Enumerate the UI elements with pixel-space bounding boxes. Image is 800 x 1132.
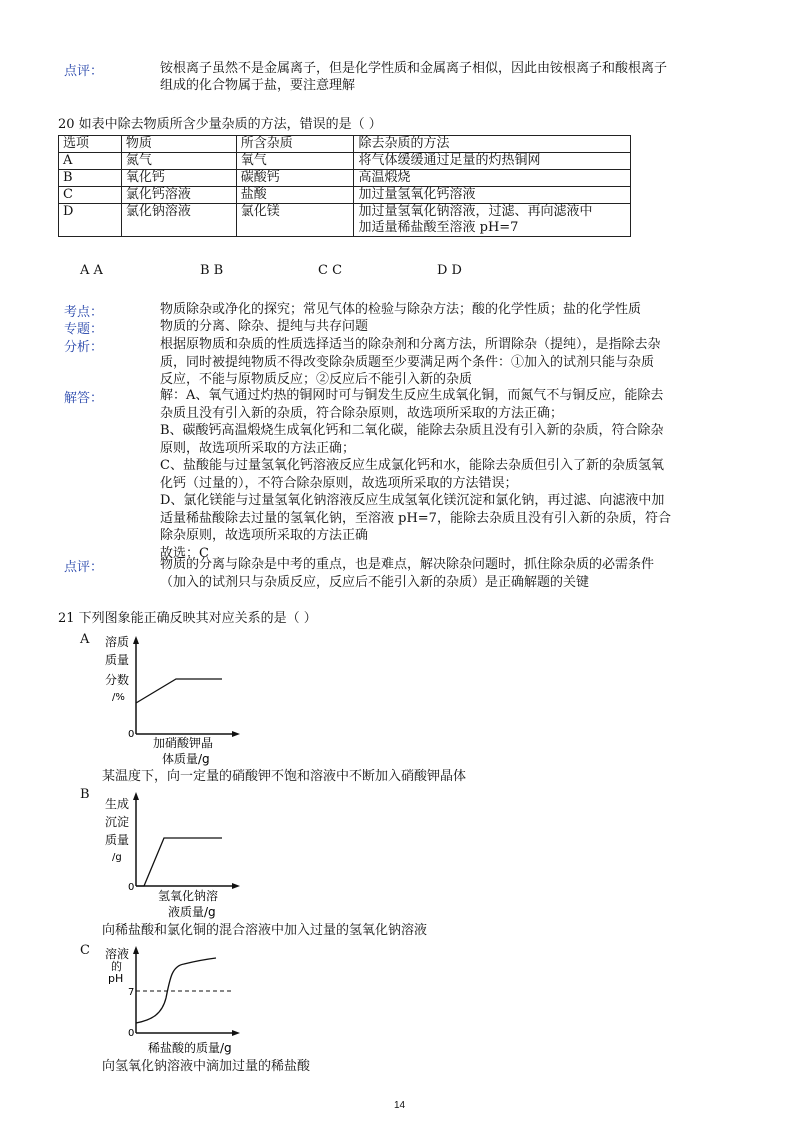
- q20-stem: 20 如表中除去物质所含少量杂质的方法，错误的是（ ）: [58, 117, 382, 132]
- y-label-line: 分数: [105, 673, 130, 687]
- table-cell: 碳酸钙: [236, 170, 354, 187]
- x-label-line: 加硝酸钾晶: [153, 736, 214, 750]
- x-label-line: 稀盐酸的质量/g: [148, 1041, 232, 1055]
- zhuanti-text: 物质的分离、除杂、提纯与共存问题: [160, 319, 369, 334]
- table-cell: 加过量氢氧化钙溶液: [354, 187, 631, 204]
- x-axis-arrow-icon: [232, 1030, 240, 1036]
- ref-value-label: 7: [128, 987, 135, 998]
- kaodian-label: 考点：: [64, 305, 104, 320]
- table-header-row: [59, 136, 631, 153]
- x-axis-arrow-icon: [232, 883, 240, 889]
- table-cell: 氯化镁: [236, 204, 354, 237]
- dianping-line: （加入的试剂只与杂质反应，反应后不能引入新的杂质）是正确解题的关键: [160, 574, 590, 590]
- jieda-line: 化钙（过量的），不符合除杂原则，故选项所采取的方法错误；: [160, 475, 518, 491]
- table-header-cell: 选项: [59, 136, 122, 153]
- q20-option-d: D D: [437, 263, 462, 278]
- y-label-line: 质量: [105, 653, 130, 667]
- x-label-line: 液质量/g: [168, 905, 216, 919]
- y-label-line: 沉淀: [105, 815, 130, 829]
- origin-label: 0: [128, 1028, 135, 1039]
- jieda-line: 适量稀盐酸除去过量的氢氧化钠，至溶液 pH=7，能除去杂质且没有引入新的杂质，符合: [160, 510, 671, 526]
- origin-label: 0: [128, 729, 135, 740]
- page-number: 14: [394, 1100, 406, 1111]
- graph-a-caption: 某温度下，向一定量的硝酸钾不饱和溶液中不断加入硝酸钾晶体: [102, 769, 467, 784]
- jieda-line: B、碳酸钙高温煅烧生成氧化钙和二氧化碳，能除去杂质且没有引入新的杂质，符合除杂: [160, 423, 664, 438]
- graph-c-caption: 向氢氧化钠溶液中滴加过量的稀盐酸: [102, 1059, 311, 1074]
- graph-c-letter: C: [80, 943, 90, 958]
- graph-c: [100, 944, 260, 1058]
- curve-b: [136, 838, 222, 886]
- y-axis-arrow-icon: [133, 636, 139, 644]
- jieda-line: 除杂原则，故选项所采取的方法正确: [160, 528, 369, 543]
- table-row: [59, 170, 631, 187]
- y-axis-arrow-icon: [133, 946, 139, 954]
- y-label-line: 质量: [105, 833, 130, 847]
- y-label-line: /g: [112, 852, 122, 863]
- y-label-line: 溶质: [105, 635, 130, 649]
- table-cell: 氯化钙溶液: [121, 187, 236, 204]
- q20-option-a: A A: [80, 263, 103, 278]
- y-label-line: 溶液: [105, 947, 130, 961]
- y-label-line: pH: [108, 972, 124, 985]
- x-axis-arrow-icon: [232, 731, 240, 737]
- q21-stem: 21 下列图象能正确反映其对应关系的是（ ）: [58, 611, 317, 626]
- table-cell-line: 加过量氢氧化钠溶液，过滤、再向滤液中: [358, 204, 593, 219]
- dianping-label: 点评：: [64, 560, 104, 575]
- jieda-line: 故选：C: [160, 545, 209, 561]
- table-cell: [354, 204, 631, 237]
- y-label-line: 生成: [105, 797, 130, 811]
- jieda-line: 原则，故选项所采取的方法正确；: [160, 440, 356, 456]
- graph-a: [100, 634, 260, 766]
- graph-b-caption: 向稀盐酸和氯化铜的混合溶液中加入过量的氢氧化钠溶液: [102, 923, 428, 938]
- origin-label: 0: [128, 882, 135, 893]
- jieda-line: 杂质且没有引入新的杂质，符合除杂原则，故选项所采取的方法正确；: [160, 405, 564, 421]
- jieda-line: C、盐酸能与过量氢氧化钙溶液反应生成氯化钙和水，能除去杂质但引入了新的杂质氢氧: [160, 458, 664, 473]
- table-header-cell: 所含杂质: [236, 136, 354, 153]
- table-cell: A: [59, 153, 122, 170]
- table-header-cell: 除去杂质的方法: [354, 136, 631, 153]
- graph-b-letter: B: [80, 787, 90, 802]
- table-cell: D: [59, 204, 122, 237]
- comment-line-1: 铵根离子虽然不是金属离子，但是化学性质和金属离子相似，因此由铵根离子和酸根离子: [160, 61, 668, 76]
- fenxi-line: 反应，不能与原物质反应；②反应后不能引入新的杂质: [160, 372, 473, 387]
- table-cell: 盐酸: [236, 187, 354, 204]
- fenxi-line: 质，同时被提纯物质不得改变除杂质题至少要满足两个条件：①加入的试剂只能与杂质: [160, 354, 655, 370]
- table-cell: 氮气: [121, 153, 236, 170]
- curve-a: [136, 679, 222, 703]
- table-cell: C: [59, 187, 122, 204]
- graph-b: [100, 790, 260, 920]
- table-cell: 氧气: [236, 153, 354, 170]
- y-label-line: 的: [111, 960, 122, 973]
- table-cell: B: [59, 170, 122, 187]
- q20-option-b: B B: [200, 263, 224, 278]
- jieda-label: 解答：: [64, 391, 104, 406]
- x-label-line: 体质量/g: [162, 752, 210, 766]
- table-cell: 氯化钠溶液: [121, 204, 236, 237]
- dianping-line: 物质的分离与除杂是中考的重点，也是难点，解决除杂问题时，抓住除杂质的必需条件: [160, 557, 655, 572]
- dianping-text: [160, 556, 654, 591]
- kaodian-text: 物质除杂或净化的探究；常见气体的检验与除杂方法；酸的化学性质；盐的化学性质: [160, 302, 642, 317]
- curve-c: [136, 958, 216, 1023]
- jieda-text: [160, 387, 671, 562]
- graph-a-letter: A: [80, 632, 90, 647]
- table-cell: 将气体缓缓通过足量的灼热铜网: [354, 153, 631, 170]
- y-label-line: /%: [112, 692, 125, 703]
- comment-line-2: 组成的化合物属于盐，要注意理解: [160, 78, 356, 93]
- table-cell-line: 加适量稀盐酸至溶液 pH=7: [358, 220, 519, 235]
- table-row: [59, 187, 631, 204]
- comment-label: 点评：: [64, 64, 104, 79]
- q20-option-c: C C: [318, 263, 343, 278]
- fenxi-line: 根据原物质和杂质的性质选择适当的除杂剂和分离方法，所谓除杂（提纯），是指除去杂: [160, 337, 661, 352]
- jieda-line: 解：A、氧气通过灼热的铜网时可与铜发生反应生成氧化铜，而氮气不与铜反应，能除去: [160, 388, 664, 403]
- table-row: [59, 153, 631, 170]
- q20-table: [58, 135, 631, 237]
- y-axis-arrow-icon: [133, 792, 139, 800]
- zhuanti-label: 专题：: [64, 322, 104, 337]
- table-cell: 氧化钙: [121, 170, 236, 187]
- table-row: [59, 204, 631, 237]
- fenxi-label: 分析：: [64, 340, 104, 355]
- x-label-line: 氢氧化钠溶: [158, 889, 219, 903]
- jieda-line: D、氯化镁能与过量氢氧化钠溶液反应生成氢氧化镁沉淀和氯化钠，再过滤、向滤液中加: [160, 493, 665, 508]
- table-header-cell: 物质: [121, 136, 236, 153]
- fenxi-text: [160, 336, 661, 389]
- table-cell: 高温煅烧: [354, 170, 631, 187]
